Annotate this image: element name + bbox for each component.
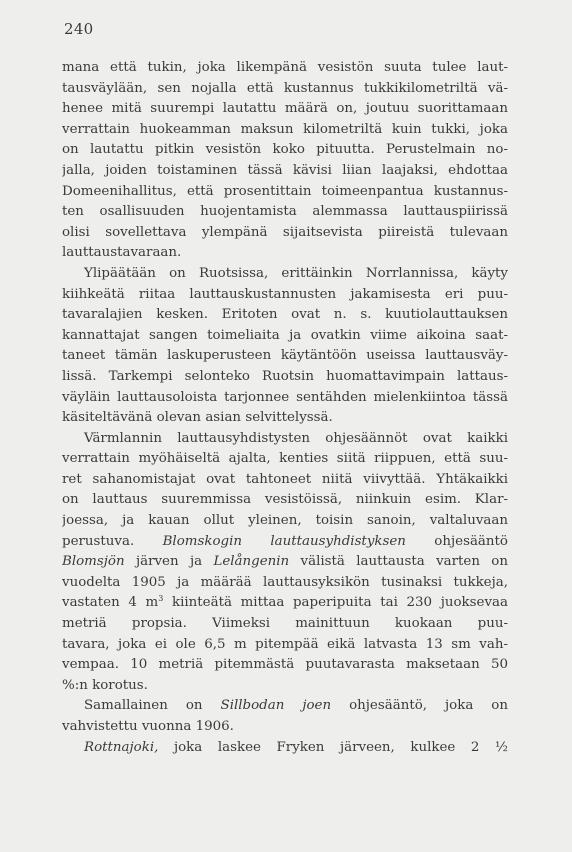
text-line: mana että tukin, joka likempänä vesistön suuta tulee laut- [62, 60, 508, 75]
text-line: verrattain myöhäiseltä ajalta, kenties siitä riippuen, että suu- [62, 451, 508, 467]
text-line: käsiteltävänä olevan asian selvittelyssä. [62, 410, 333, 426]
text-line: kannattajat sangen toimeliaita ja ovatkin viime aikoina saat- [62, 327, 508, 343]
italic-text: Lelångenin [213, 554, 290, 570]
text-line: Värmlannin lauttausyhdistysten ohjesäännöt ovat kaikki [84, 430, 508, 446]
body-text [62, 58, 508, 758]
text-line: olisi sovellettava ylempänä sijaitsevista piireistä tulevaan [62, 224, 508, 240]
text-line [62, 532, 508, 553]
text-line: verrattain huokeamman maksun kilometriltä kuin tukki, joka [62, 121, 508, 137]
italic-text: Blomsjön [62, 554, 125, 570]
text-line: ten osallisuuden huojentamista alemmassa lauttauspiirissä [62, 204, 508, 220]
italic-text: Sillbodan joen [220, 698, 332, 714]
text-run: vastaten 4 m [62, 595, 159, 611]
text-line [62, 552, 508, 573]
text-line: Ylipäätään on Ruotsissa, erittäinkin Norrlannissa, käyty [84, 265, 508, 281]
text-line: lissä. Tarkempi selonteko Ruotsin huomattavimpain lattaus- [62, 368, 508, 384]
text-line: on lautattu pitkin vesistön koko pituutta. Perustelmain no- [62, 142, 508, 158]
italic-text: Rottnajoki, [84, 739, 159, 755]
text-line: Domeenihallitus, että prosentittain toimeenpantua kustannus- [62, 183, 508, 199]
text-run: perustuva. [62, 533, 163, 549]
page-number: 240 [64, 20, 94, 38]
text-line: %:n korotus. [62, 677, 148, 693]
paragraph-1 [62, 58, 508, 264]
text-run: välistä lauttausta varten on [289, 554, 508, 570]
text-run: kiinteätä mittaa paperipuita tai 230 juoksevaa [163, 595, 508, 611]
text-line: vuodelta 1905 ja määrää lauttausyksikön tusinaksi tukkeja, [62, 574, 508, 590]
text-line: joessa, ja kauan ollut yleinen, toisin sanoin, valtaluvaan [62, 513, 508, 529]
text-line: henee mitä suurempi lautattu määrä on, joutuu suorittamaan [62, 101, 508, 117]
italic-text: Blomskogin lauttausyhdistyksen [162, 533, 406, 549]
text-line: metriä propsia. Viimeksi mainittuun kuokaan puu- [62, 616, 508, 632]
text-line [62, 738, 508, 759]
text-line: lauttaustavaraan. [62, 245, 182, 261]
paragraph-2 [62, 264, 508, 429]
text-line: tausväylään, sen nojalla että kustannus tukkikilometriltä vä- [62, 80, 508, 96]
text-run: ohjesääntö, joka on [331, 698, 508, 714]
text-line: kiihkeätä riitaa lauttauskustannusten jakamisesta eri puu- [62, 286, 508, 302]
paragraph-5 [62, 738, 508, 759]
text-line: tavaralajien kesken. Eritoten ovat n. s. kuutiolauttauksen [62, 307, 508, 323]
text-line: tavara, joka ei ole 6,5 m pitempää eikä latvasta 13 sm vah- [62, 636, 508, 652]
text-run: ohjesääntö [405, 533, 508, 549]
text-run: joka laskee Fryken järveen, kulkee 2 ½ [158, 739, 508, 755]
text-line [62, 696, 508, 717]
text-line [62, 593, 508, 614]
text-line: taneet tämän laskuperusteen käytäntöön useissa lauttausväy- [62, 348, 508, 364]
text-line: väyläin lauttausoloista tarjonnee sentähden mielenkiintoa tässä [62, 389, 508, 405]
text-line: jalla, joiden toistaminen tässä kävisi liian laajaksi, ehdottaa [62, 162, 508, 178]
text-line: on lauttaus suuremmissa vesistöissä, niinkuin esim. Klar- [62, 492, 508, 508]
text-run: Samallainen on [84, 698, 221, 714]
paragraph-3 [62, 429, 508, 697]
paragraph-4 [62, 696, 508, 737]
text-run: järven ja [124, 554, 214, 570]
text-line: ret sahanomistajat ovat tahtoneet niitä viivyttää. Yhtäkaikki [62, 471, 508, 487]
text-line: vahvistettu vuonna 1906. [62, 719, 234, 734]
text-line: vempaa. 10 metriä pitemmästä puutavarasta maksetaan 50 [62, 657, 508, 673]
superscript: 3 [158, 594, 164, 604]
